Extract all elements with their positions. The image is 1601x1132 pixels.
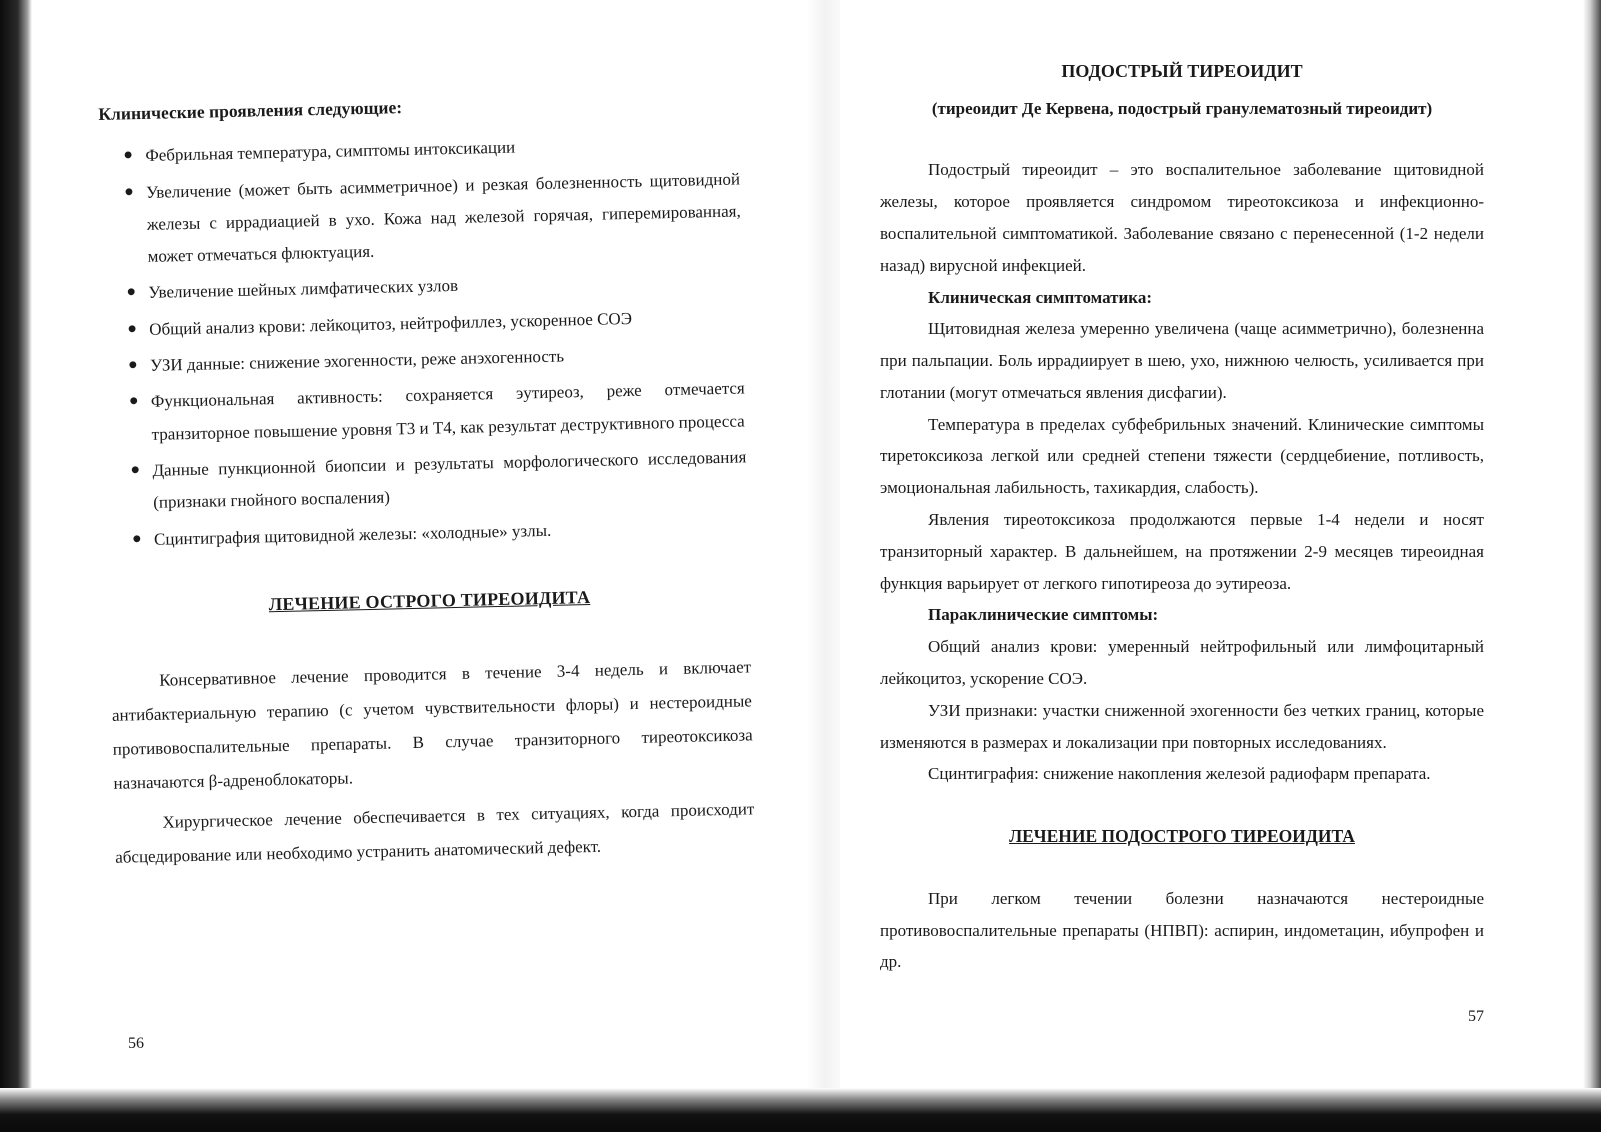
bullet-icon: ● (130, 461, 141, 479)
list-item (100, 163, 742, 274)
list-item-text: Увеличение (может быть асимметричное) и резкая болезненность щитовидной железы с иррадиацией в ухо. Кожа над железой горячая, гиперемированная, может отмечаться флюктуация. (145, 169, 741, 267)
left-page-content (98, 83, 756, 880)
paraclinical-paragraph: УЗИ признаки: участки сниженной эхогенности без четких границ, которые изменяются в размерах и локализации при повторных исследованиях. (880, 700, 1484, 752)
bullet-icon: ● (127, 356, 138, 374)
list-item (106, 441, 747, 520)
left-page (0, 0, 820, 1090)
subacute-thyroiditis-subtitle: (тиреоидит Де Кервена, подострый гранулематозный тиреоидит) (931, 98, 1433, 118)
page-number: 57 (1468, 1008, 1484, 1025)
clinical-symptoms-heading: Клиническая симптоматика: (928, 287, 1153, 307)
paraclinical-paragraph: Общий анализ крови: умеренный нейтрофильный или лимфоцитарный лейкоцитоз, ускорение СОЭ. (880, 637, 1484, 688)
list-item-text: Общий анализ крови: лейкоцитоз, нейтрофиллез, ускоренное СОЭ (149, 308, 633, 339)
clinical-manifestations-list (99, 127, 748, 557)
clinical-paragraph: Явления тиреотоксикоза продолжаются первые 1-4 недели и носят транзиторный характер. В дальнейшем, на протяжении 2-9 месяцев тиреоидная функция варьирует от легкого гипотиреоза до эутиреоза. (880, 510, 1484, 593)
intro-paragraph: Подострый тиреоидит – это воспалительное заболевание щитовидной железы, которое проявляется синдромом тиреотоксикоза и инфекционно-воспалительной симптоматикой. Заболевание связано с перенесенной (1-2 недели назад) вирусной инфекцией. (880, 160, 1484, 275)
scan-bottom-edge (0, 1088, 1601, 1132)
subacute-thyroiditis-title: ПОДОСТРЫЙ ТИРЕОИДИТ (1061, 61, 1303, 81)
bullet-icon: ● (126, 283, 137, 301)
bullet-icon: ● (128, 392, 139, 410)
page-number: 56 (128, 1035, 144, 1052)
clinical-paragraph: Щитовидная железа умеренно увеличена (чаще асимметрично), болезненна при пальпации. Боль иррадиирует в шею, ухо, нижнюю челюсть, усиливается при глотании (могут отмечаться явления дисфагии). (880, 319, 1484, 402)
right-page-content (880, 55, 1484, 978)
list-item-text: Сцинтиграфия щитовидной железы: «холодные» узлы. (153, 520, 552, 549)
conservative-treatment-paragraph: Консервативное лечение проводится в течение 3-4 недель и включает антибактериальную терапию (с учетом чувствительности флоры) и нестероидные противовоспалительные препараты. В случае транзиторного тиреотоксикоза назначаются β-адреноблокаторы. (111, 657, 753, 793)
right-page (820, 0, 1590, 1090)
list-item-text: УЗИ данные: снижение эхогенности, реже анэхогенность (149, 346, 565, 375)
clinical-paragraph: Температура в пределах субфебрильных значений. Клинические симптомы тиретоксикоза легкой или средней степени тяжести (сердцебиение, потливость, эмоциональная лабильность, тахикардия, слабость). (880, 414, 1484, 498)
acute-thyroiditis-treatment-title: ЛЕЧЕНИЕ ОСТРОГО ТИРЕОИДИТА (268, 586, 591, 615)
bullet-icon: ● (123, 146, 134, 164)
paraclinical-symptoms-heading: Параклинические симптомы: (928, 605, 1159, 625)
list-item-text: Увеличение шейных лимфатических узлов (148, 276, 459, 303)
list-item-text: Данные пункционной биопсии и результаты морфологического исследования (признаки гнойного воспаления) (152, 447, 747, 513)
paraclinical-paragraph: Сцинтиграфия: снижение накопления железой радиофарм препарата. (928, 764, 1431, 784)
bullet-icon: ● (127, 319, 138, 338)
surgical-treatment-paragraph: Хирургическое лечение обеспечивается в тех ситуациях, когда происходит абсцедирование или необходимо устранить анатомический дефект. (115, 799, 755, 867)
bullet-icon: ● (123, 182, 134, 200)
list-item-text: Функциональная активность: сохраняется эутиреоз, реже отмечается транзиторное повышение уровня Т3 и Т4, как результат деструктивного процесса (150, 378, 745, 444)
list-item-text: Фебрильная температура, симптомы интоксикации (145, 137, 516, 166)
list-item (105, 373, 746, 452)
treatment-paragraph: При легком течении болезни назначаются нестероидные противовоспалительные препараты (НПВП): аспирин, индометацин, ибупрофен и др. (880, 888, 1484, 972)
bullet-icon: ● (131, 529, 142, 547)
clinical-manifestations-heading: Клинические проявления следующие: (98, 97, 403, 124)
subacute-thyroiditis-treatment-title: ЛЕЧЕНИЕ ПОДОСТРОГО ТИРЕОИДИТА (1009, 826, 1355, 847)
